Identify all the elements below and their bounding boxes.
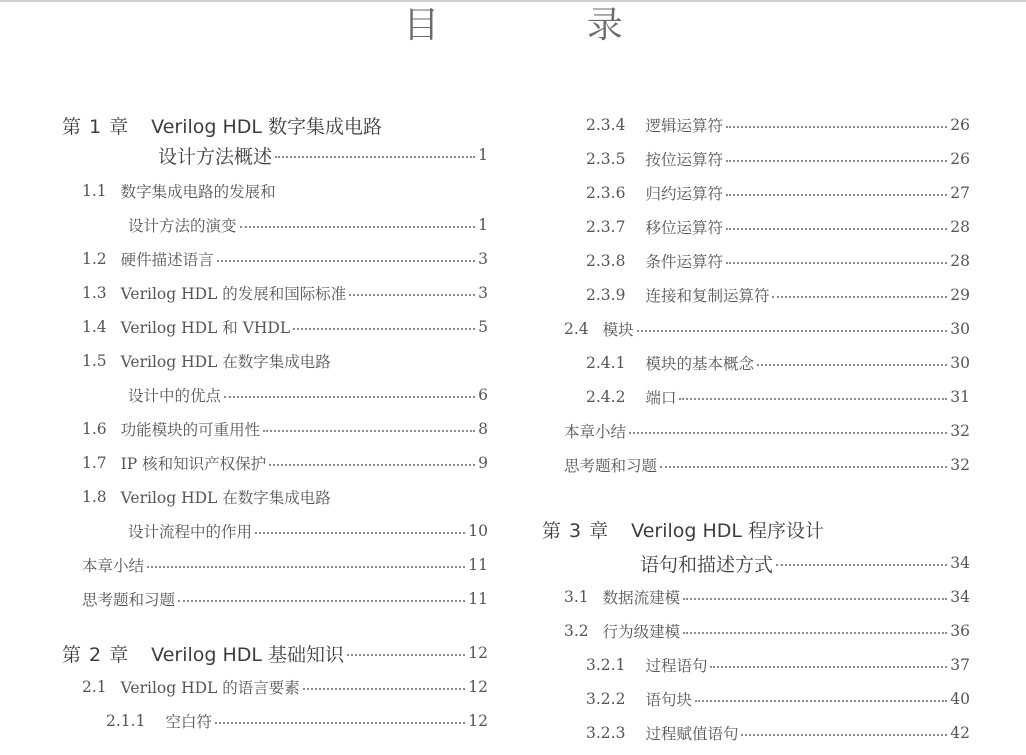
toc-entry-number: 2.4.1 [586,354,626,372]
toc-entry[interactable] [536,448,970,482]
toc-entry-number: 第 3 章 [542,519,610,542]
toc-entry[interactable] [0,636,488,670]
dot-leader [776,563,947,566]
toc-entry[interactable] [536,210,970,244]
toc-entry-page: 12 [468,712,488,730]
toc-entry-page: 34 [950,554,970,572]
toc-entry-number: 1.7 [82,454,107,472]
dot-leader [224,395,475,398]
toc-entry-title: 端口 [645,389,677,407]
toc-entry-page: 26 [950,116,970,134]
toc-entry-title: 行为级建模 [602,623,681,641]
dot-leader [293,327,475,330]
toc-entry-page: 6 [478,386,488,404]
toc-entry[interactable] [536,380,970,414]
dot-leader [629,431,947,434]
toc-entry[interactable] [0,670,488,704]
toc-entry[interactable] [0,174,488,208]
dot-leader [349,293,475,296]
toc-entry[interactable] [0,138,488,172]
toc-entry-title: 功能模块的可重用性 [120,421,261,439]
toc-entry-title: Verilog HDL 在数字集成电路 [120,489,331,507]
toc-entry-title: 按位运算符 [645,151,723,169]
toc-entry[interactable] [536,648,970,682]
toc-entry-number: 1.5 [82,352,107,370]
toc-entry-number: 2.3.9 [586,286,626,304]
toc-entry-title: 语句和描述方式 [640,553,774,576]
toc-entry-number: 3.2 [564,622,589,640]
toc-entry-page: 36 [950,622,970,640]
dot-leader [660,465,947,468]
dot-leader [772,295,947,298]
toc-entry[interactable] [536,716,970,750]
toc-entry-page: 30 [950,320,970,338]
toc-entry-number: 1.8 [82,488,107,506]
toc-entry-page: 12 [468,644,488,662]
toc-entry[interactable] [536,176,970,210]
toc-entry-title: 条件运算符 [645,253,723,271]
toc-entry-title: 设计方法概述 [158,145,273,168]
dot-leader [240,225,476,228]
toc-entry[interactable] [536,244,970,278]
toc-entry-title: 数据流建模 [602,589,681,607]
toc-entry-title: 本章小结 [564,423,627,441]
toc-entry-page: 30 [950,354,970,372]
toc-entry-page: 29 [950,286,970,304]
toc-entry-number: 第 1 章 [62,115,130,138]
toc-entry[interactable] [536,142,970,176]
toc-entry-title: Verilog HDL 和 VHDL [120,319,291,337]
toc-entry-page: 37 [950,656,970,674]
dot-leader [695,699,947,702]
toc-entry-page: 28 [950,252,970,270]
toc-entry-page: 9 [478,454,488,472]
toc-entry-page: 34 [950,588,970,606]
dot-leader [275,155,475,158]
top-rule [0,0,1026,2]
toc-entry-number: 第 2 章 [62,643,130,666]
toc-entry-title: Verilog HDL 数字集成电路 [151,115,383,138]
toc-entry[interactable] [536,512,970,546]
toc-entry[interactable] [536,346,970,380]
toc-entry-page: 12 [468,678,488,696]
dot-leader [683,631,947,634]
dot-leader [303,687,465,690]
toc-entry-title: 设计中的优点 [128,387,222,405]
toc-entry-number: 1.6 [82,420,107,438]
toc-entry[interactable] [0,446,488,480]
toc-entry-title: Verilog HDL 在数字集成电路 [120,353,331,371]
toc-entry-number: 2.3.6 [586,184,626,202]
dot-leader [726,125,947,128]
toc-entry-title: 思考题和习题 [564,457,658,475]
toc-entry-number: 3.2.3 [586,724,626,742]
toc-entry[interactable] [0,242,488,276]
toc-entry-page: 32 [950,456,970,474]
toc-entry-title: 设计流程中的作用 [128,523,253,541]
dot-leader [255,531,465,534]
dot-leader [347,653,465,656]
toc-entry[interactable] [0,582,488,616]
toc-entry-page: 5 [478,318,488,336]
toc-entry[interactable] [0,412,488,446]
toc-entry[interactable] [0,704,488,738]
dot-leader [217,259,475,262]
toc-entry-title: 语句块 [645,691,692,709]
toc-entry-page: 1 [478,146,488,164]
toc-entry[interactable] [536,580,970,614]
toc-entry-title: 过程语句 [645,657,708,675]
toc-entry-number: 2.1.1 [106,712,146,730]
toc-entry-title: 思考题和习题 [82,591,176,609]
toc-entry[interactable] [0,378,488,412]
toc-entry[interactable] [0,344,488,378]
toc-entry[interactable] [0,480,488,514]
toc-entry-page: 42 [950,724,970,742]
toc-entry-number: 1.2 [82,250,107,268]
toc-entry[interactable] [536,312,970,346]
toc-entry-title: 空白符 [165,713,212,731]
toc-entry-page: 28 [950,218,970,236]
toc-entry-number: 3.1 [564,588,589,606]
dot-leader [215,721,465,724]
toc-entry-title: 过程赋值语句 [645,725,739,743]
toc-entry[interactable] [536,682,970,716]
toc-entry-title: 归约运算符 [645,185,723,203]
toc-entry-title: Verilog HDL 的语言要素 [120,679,300,697]
toc-entry-title: 模块 [602,321,634,339]
toc-entry-number: 2.4.2 [586,388,626,406]
toc-entry-number: 2.3.7 [586,218,626,236]
dot-leader [679,397,947,400]
dot-leader [147,565,465,568]
toc-entry-page: 3 [478,284,488,302]
toc-entry-page: 1 [478,216,488,234]
dot-leader [178,599,465,602]
toc-entry[interactable] [0,276,488,310]
toc-entry-title: Verilog HDL 基础知识 [151,643,345,666]
dot-leader [269,463,475,466]
dot-leader [757,363,947,366]
toc-entry[interactable] [536,278,970,312]
toc-entry-number: 1.1 [82,182,107,200]
dot-leader [741,733,947,736]
toc-entry-number: 3.2.2 [586,690,626,708]
toc-entry-title: 连接和复制运算符 [645,287,770,305]
toc-entry[interactable] [0,108,488,142]
toc-entry-title: 模块的基本概念 [645,355,754,373]
toc-entry[interactable] [0,310,488,344]
dot-leader [637,329,948,332]
toc-entry[interactable] [0,514,488,548]
toc-entry-number: 2.1 [82,678,107,696]
toc-entry-title: 本章小结 [82,557,145,575]
toc-entry-number: 3.2.1 [586,656,626,674]
dot-leader [726,193,947,196]
toc-entry-page: 11 [468,556,488,574]
dot-leader [710,665,947,668]
toc-entry-number: 2.3.5 [586,150,626,168]
toc-entry-title: 逻辑运算符 [645,117,723,135]
toc-entry-title: 硬件描述语言 [120,251,214,269]
toc-entry[interactable] [536,414,970,448]
toc-entry[interactable] [536,546,970,580]
toc-entry-title: 移位运算符 [645,219,723,237]
toc-entry-number: 2.4 [564,320,589,338]
toc-entry-page: 40 [950,690,970,708]
toc-entry[interactable] [536,614,970,648]
toc-entry-title: 数字集成电路的发展和 [120,183,276,201]
toc-entry-page: 32 [950,422,970,440]
toc-entry-number: 1.3 [82,284,107,302]
toc-entry[interactable] [0,548,488,582]
toc-entry-page: 11 [468,590,488,608]
toc-entry-title: Verilog HDL 程序设计 [631,519,825,542]
toc-entry-page: 8 [478,420,488,438]
dot-leader [683,597,947,600]
toc-entry-number: 2.3.8 [586,252,626,270]
toc-entry-page: 3 [478,250,488,268]
toc-entry-page: 26 [950,150,970,168]
dot-leader [263,429,475,432]
toc-entry-title: Verilog HDL 的发展和国际标准 [120,285,347,303]
toc-entry[interactable] [536,108,970,142]
dot-leader [726,227,947,230]
toc-entry-page: 27 [950,184,970,202]
toc-entry-number: 2.3.4 [586,116,626,134]
toc-entry-page: 10 [468,522,488,540]
toc-entry-number: 1.4 [82,318,107,336]
toc-entry-title: 设计方法的演变 [128,217,237,235]
dot-leader [726,159,947,162]
toc-entry-page: 31 [950,388,970,406]
toc-entry-title: IP 核和知识产权保护 [120,455,267,473]
page-title: 目 录 [403,5,691,46]
toc-entry[interactable] [0,208,488,242]
dot-leader [726,261,947,264]
